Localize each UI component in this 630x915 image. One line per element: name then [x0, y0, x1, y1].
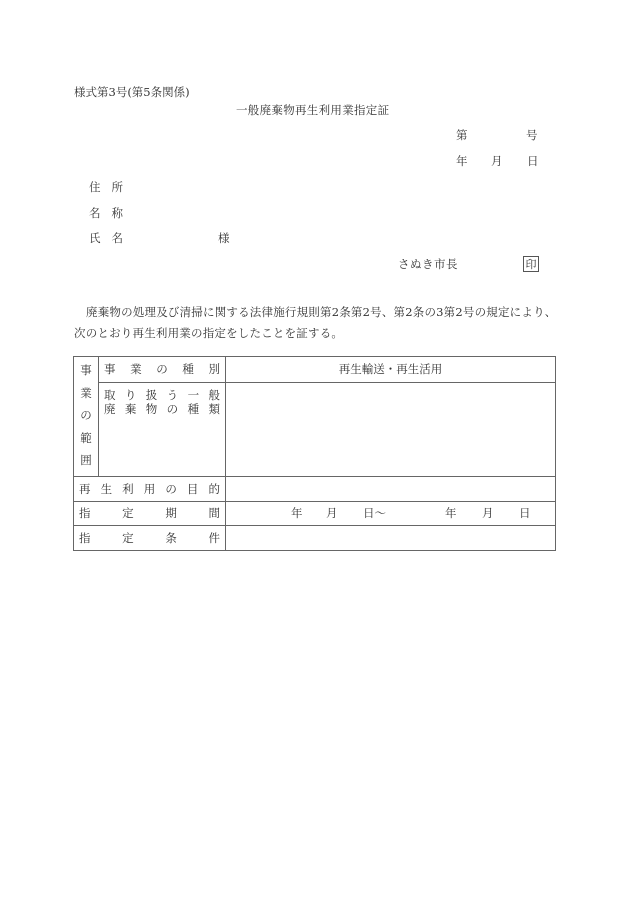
- label-char: 定: [122, 530, 134, 545]
- period-end-year: 年: [445, 506, 457, 520]
- person-name-label: 氏名: [89, 231, 134, 245]
- scope-label-char: 事: [80, 363, 92, 377]
- label-char: の: [166, 401, 179, 416]
- period-label: [74, 501, 226, 525]
- label-char: 再: [79, 481, 91, 496]
- table-row-waste-type: [74, 382, 556, 476]
- seal-mark-icon: 印: [523, 256, 539, 272]
- label-char: 生: [100, 481, 113, 496]
- period-start-month: 月: [326, 506, 338, 520]
- table-row-period: [74, 501, 556, 525]
- label-char: り: [124, 387, 137, 402]
- period-value: [226, 501, 556, 525]
- purpose-label: [74, 476, 226, 501]
- table-row-business-type: [74, 357, 556, 383]
- label-char: の: [165, 481, 177, 496]
- purpose-value: [226, 476, 556, 501]
- business-type-value: 再生輸送・再生活用: [226, 357, 556, 383]
- scope-label-char: 業: [80, 385, 92, 400]
- label-char: 条: [165, 530, 177, 545]
- certification-statement: 廃棄物の処理及び清掃に関する法律施行規則第2条第2号、第2条の3第2号の規定により、次のとおり再生利用業の指定をしたことを証する。: [74, 305, 557, 340]
- label-char: 別: [208, 362, 220, 377]
- conditions-label: [74, 525, 226, 550]
- label-char: 種: [182, 362, 194, 377]
- address-label: 住所: [89, 180, 134, 194]
- label-char: 指: [79, 530, 91, 545]
- label-char: う: [166, 387, 179, 402]
- label-char: 間: [208, 506, 220, 520]
- designation-table: [73, 356, 556, 551]
- scope-label-char: 範: [80, 430, 92, 445]
- waste-type-value: [226, 382, 556, 476]
- period-start-day: 日～: [363, 506, 386, 520]
- label-char: 定: [122, 506, 134, 520]
- number-suffix: 号: [526, 128, 538, 142]
- honorific: 様: [218, 231, 230, 245]
- period-end-month: 月: [482, 506, 494, 520]
- label-char: 目: [186, 481, 199, 496]
- label-char: 一: [187, 387, 200, 402]
- business-type-label: [99, 357, 226, 383]
- name-label: 名称: [89, 206, 134, 220]
- issue-date-day: 日: [527, 154, 539, 168]
- scope-label-cell: [74, 357, 99, 477]
- label-char: 棄: [124, 401, 137, 416]
- label-char: 般: [208, 387, 220, 402]
- label-char: の: [156, 362, 168, 377]
- label-char: 事: [104, 362, 116, 377]
- label-char: 類: [208, 401, 220, 416]
- table-row-conditions: [74, 525, 556, 550]
- label-char: 期: [165, 506, 177, 520]
- scope-label-char: 囲: [80, 453, 92, 467]
- period-end-day: 日: [519, 506, 531, 520]
- issue-date-year: 年: [456, 154, 468, 168]
- issuer-title: さぬき市長: [398, 257, 458, 271]
- conditions-value: [226, 525, 556, 550]
- label-char: 取: [104, 387, 116, 402]
- label-char: 的: [208, 481, 220, 496]
- label-char: 種: [187, 401, 200, 416]
- form-label: 様式第3号(第5条関係): [74, 85, 190, 99]
- label-char: 物: [145, 401, 158, 416]
- period-start-year: 年: [291, 506, 303, 520]
- label-char: 廃: [104, 401, 116, 416]
- label-char: 指: [79, 506, 91, 520]
- label-char: 用: [143, 481, 156, 496]
- label-char: 件: [208, 530, 220, 545]
- document-title: 一般廃棄物再生利用業指定証: [236, 103, 390, 117]
- number-prefix: 第: [456, 128, 468, 142]
- label-char: 扱: [145, 387, 158, 402]
- label-char: 業: [130, 362, 142, 377]
- label-char: 利: [122, 481, 134, 496]
- issue-date-month: 月: [491, 154, 503, 168]
- scope-label-char: の: [80, 408, 92, 422]
- table-row-purpose: [74, 476, 556, 501]
- waste-type-label: [99, 382, 226, 476]
